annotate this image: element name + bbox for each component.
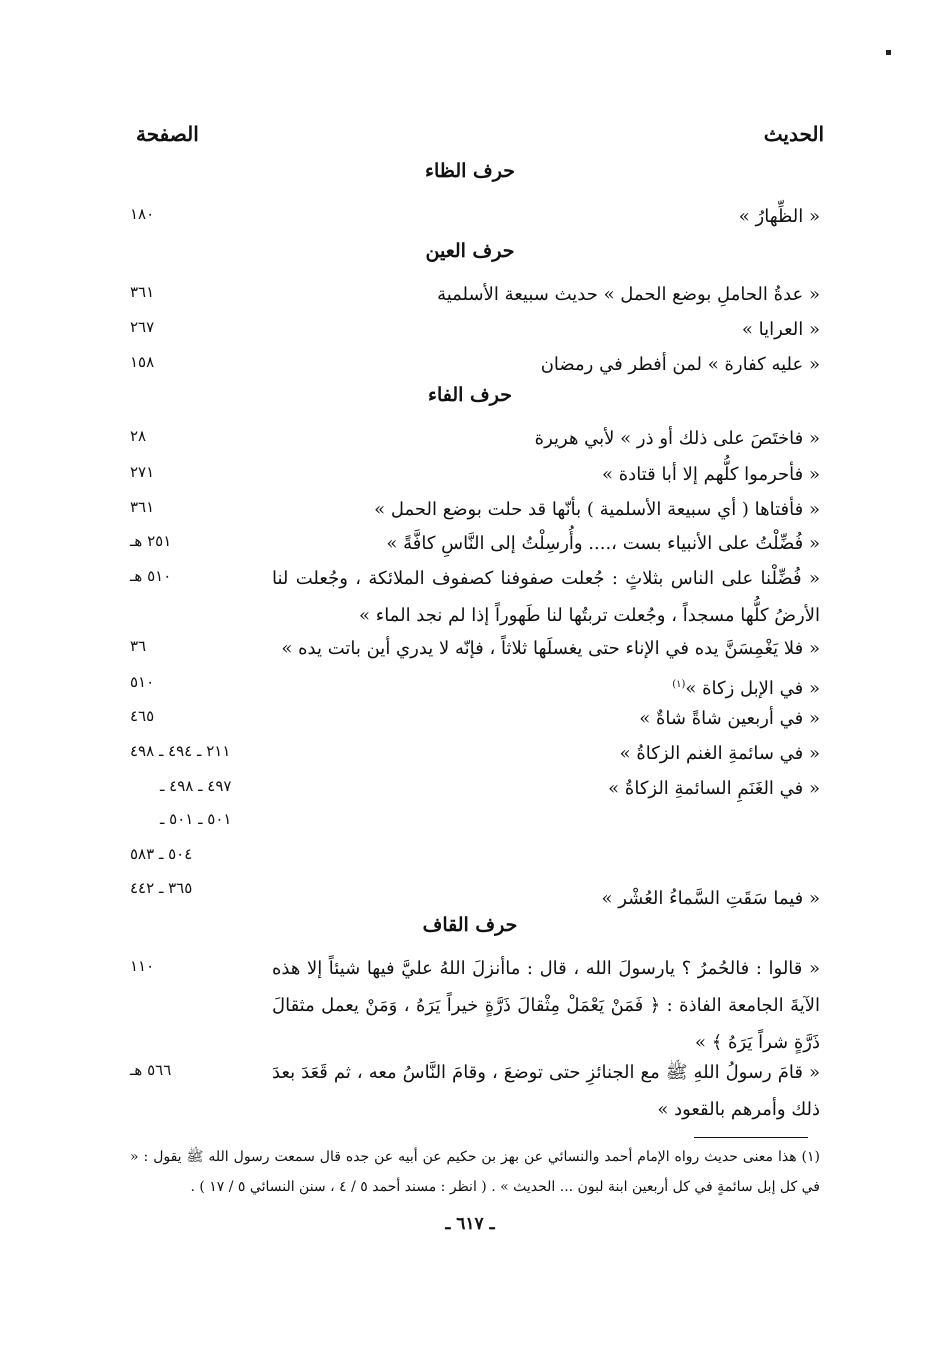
page-ref: ٥٠٤ ـ ٥٨٣ <box>130 845 193 863</box>
hadith-text: « فيما سَقَتِ السَّماءُ العُشْر » <box>601 888 820 909</box>
footnote-ref: (١) <box>672 679 686 690</box>
page-ref: ٣٦ <box>130 637 147 655</box>
column-header-page: الصفحة <box>136 122 199 146</box>
page-ref: ١٥٨ <box>130 353 155 371</box>
hadith-text: « فلا يَغْمِسَنَّ يده في الإناء حتى يغسلَها ثلاثاً ، فإنّه لا يدري أين باتت يده » <box>281 638 820 659</box>
hadith-text <box>672 672 820 702</box>
hadith-text: « الظِّهارُ » <box>738 206 820 227</box>
page-ref: ٣٦١ <box>130 498 155 516</box>
page-ref: ١٨٠ <box>130 205 155 223</box>
page-ref: ٥١٠ هـ <box>130 567 172 585</box>
section-title: حرف العين <box>425 240 515 262</box>
speck-mark <box>886 50 891 55</box>
hadith-text: « في أربعين شاةً شاةٌ » <box>639 708 820 729</box>
page-ref: ١١٠ <box>130 957 155 975</box>
section-title: حرف الظاء <box>425 160 515 182</box>
page-ref: ٢١١ ـ ٤٩٤ ـ ٤٩٨ <box>130 742 231 760</box>
page-ref: ٣٦١ <box>130 283 155 301</box>
page-ref: ٥١٠ <box>130 673 155 691</box>
hadith-text: « فاختَصَ على ذلك أو ذر » لأبي هريرة <box>534 428 820 449</box>
page-ref: ٢٦٧ <box>130 318 155 336</box>
page-ref: ٥٦٦ هـ <box>130 1061 172 1079</box>
hadith-text: « فُضِّلْتُ على الأنبياء بست ،.... وأُرسِلْتُ إلى النَّاسِ كافَّةً » <box>386 533 820 554</box>
hadith-text: « عدةُ الحاملِ بوضع الحمل » حديث سبيعة الأسلمية <box>437 284 820 305</box>
section-title: حرف الفاء <box>428 384 512 406</box>
page-ref: ٥٠١ ـ ٥٠١ ـ <box>160 810 232 828</box>
hadith-text: « قالوا : فالحُمرُ ؟ يارسولَ الله ، قال : ماأنزلَ اللهُ عليَّ فيها شيئاً إلا هذه الآيةَ الجامعة الفاذة : ﴿ فَمَنْ يَعْمَلْ مِثْقالَ ذَرَّةٍ خيراً يَرَهُ ، وَمَنْ يعمل مثقالَ ذَرَّةٍ شراً يَرَهُ ﴾ » <box>272 958 820 1053</box>
page-ref: ٢٥١ هـ <box>130 532 172 550</box>
footnote-separator <box>694 1137 808 1138</box>
footnote: (١) هذا معنى حديث رواه الإمام أحمد والنسائي عن بهز بن حكيم عن أبيه عن جده قال سمعت رسول الله ﷺ يقول : « في كل إبل سائمةٍ في كل أربعين ابنة لبون ... الحديث » . ( انظر : مسند أحمد ٥ / ٤ ، سنن النسائي ٥ / ١٧ ) . <box>130 1149 820 1195</box>
page-ref: ٣٦٥ ـ ٤٤٢ <box>130 879 193 897</box>
hadith-text-label: « في الإبل زكاة » <box>685 678 820 699</box>
section-title: حرف القاف <box>422 914 518 936</box>
hadith-text: « فأحرموا كلُّهم إلا أبا قتادة » <box>602 464 820 485</box>
page-ref: ٤٩٧ ـ ٤٩٨ ـ <box>160 777 232 795</box>
page-ref: ٢٧١ <box>130 463 155 481</box>
hadith-text: « قامَ رسولُ اللهِ ﷺ مع الجنائزِ حتى توضعَ ، وقامَ النَّاسُ معه ، ثم قَعَدَ بعدَ ذلك وأمرهم بالقعود » <box>272 1062 820 1120</box>
page-ref: ٤٦٥ <box>130 707 155 725</box>
page-ref: ٢٨ <box>130 427 147 445</box>
hadith-text: « في الغَنَمِ السائمةِ الزكاةُ » <box>608 778 820 799</box>
hadith-text: « فُضِّلْنا على الناس بثلاثٍ : جُعلت صفوفنا كصفوف الملائكة ، وجُعلت لنا الأرضُ كلُّها مسجداً ، وجُعلت تربتُها لنا طَهوراً إذا لم نجد الماء » <box>272 568 820 626</box>
column-header-hadith: الحديث <box>763 122 824 146</box>
hadith-text: « عليه كفارة » لمن أفطر في رمضان <box>540 354 820 375</box>
hadith-text: « فأفتاها ( أي سبيعة الأسلمية ) بأنّها قد حلت بوضع الحمل » <box>374 499 820 520</box>
page-number: ـ ٦١٧ ـ <box>445 1214 495 1234</box>
hadith-text: « العرايا » <box>741 319 820 340</box>
hadith-text: « في سائمةِ الغنم الزكاةُ » <box>619 743 820 764</box>
